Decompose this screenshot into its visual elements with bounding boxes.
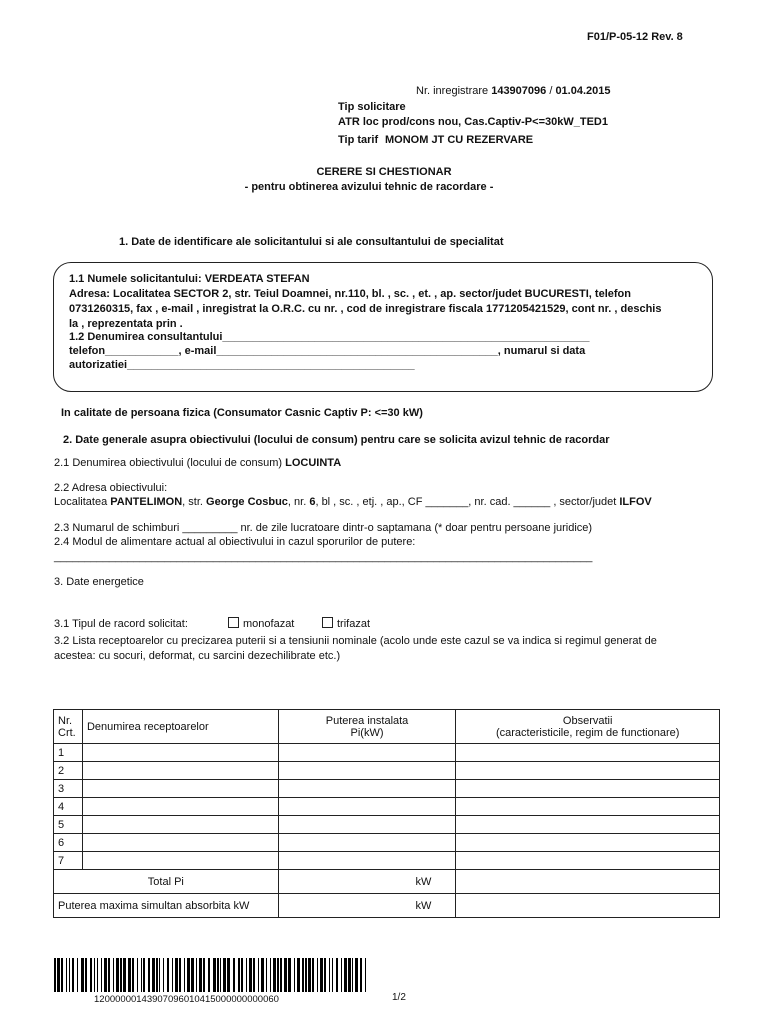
row-observatii[interactable] (456, 744, 720, 762)
barcode-bar (132, 958, 134, 992)
max-power-unit: kW (278, 894, 456, 918)
row-denumire[interactable] (82, 816, 278, 834)
barcode-bar (241, 958, 243, 992)
max-power-label: Puterea maxima simultan absorbita kW (54, 894, 279, 918)
barcode-bar (324, 958, 326, 992)
barcode-bar (294, 958, 295, 992)
barcode-bar (355, 958, 358, 992)
address-locality: PANTELIMON (110, 496, 183, 508)
total-observatii[interactable] (456, 870, 720, 894)
table-row (54, 798, 720, 816)
registration-number (416, 84, 611, 98)
barcode-bar (128, 958, 131, 992)
address-street: George Cosbuc (206, 496, 288, 508)
row-number: 7 (54, 852, 83, 870)
barcode-bar (305, 958, 307, 992)
total-unit: kW (278, 870, 456, 894)
barcode-bar (223, 958, 226, 992)
registration-label: Nr. inregistrare (416, 85, 492, 97)
shifts-line: 2.3 Numarul de schimburi _________ nr. de zile lucratoare dintr-o saptamana (* doar pentru persoane juridice) (54, 522, 593, 534)
row-observatii[interactable] (456, 852, 720, 870)
address-part: , nr. (287, 496, 310, 508)
total-row (54, 870, 720, 894)
row-number: 2 (54, 762, 83, 780)
row-number: 4 (54, 798, 83, 816)
barcode-bar (253, 958, 255, 992)
address-part: , str. (182, 496, 207, 508)
barcode-bar (175, 958, 178, 992)
row-number: 1 (54, 744, 83, 762)
supply-mode-blank: ________________________________________________________________________________________ (54, 551, 593, 563)
barcode-bar (77, 958, 78, 992)
barcode-bar (352, 958, 353, 992)
barcode-bar (227, 958, 230, 992)
page-number: 1/2 (392, 992, 406, 1003)
row-observatii[interactable] (456, 798, 720, 816)
header-putere-line1: Puterea instalata (325, 714, 409, 727)
objective-address-label: 2.2 Adresa obiectivului: (54, 482, 168, 494)
header-nr-line1: Nr. (58, 714, 73, 727)
barcode-bar (101, 958, 102, 992)
row-denumire[interactable] (82, 762, 278, 780)
row-number: 5 (54, 816, 83, 834)
barcode-bar (97, 958, 98, 992)
barcode-bar (94, 958, 95, 992)
receivers-table (53, 709, 720, 918)
barcode-bar (320, 958, 323, 992)
header-observatii-line2: (caracteristicile, regim de functionare) (495, 726, 680, 739)
barcode-bar (199, 958, 202, 992)
registration-separator: / (546, 85, 556, 97)
applicant-contact: 0731260315, fax , e-mail , inregistrat la O.R.C. cu nr. , cod de inregistrare fiscala 1771205421529, cont nr. , deschis (69, 303, 662, 315)
row-putere[interactable] (278, 798, 456, 816)
barcode-bar (152, 958, 155, 992)
tip-tarif-label: Tip tarif (338, 134, 379, 146)
barcode-bar (120, 958, 122, 992)
barcode-bar (184, 958, 185, 992)
barcode-bar (308, 958, 311, 992)
supply-mode-line: 2.4 Modul de alimentare actual al obiectivului in cazul sporurilor de putere: (54, 536, 416, 548)
barcode-bar (270, 958, 271, 992)
header-nr (54, 710, 83, 744)
header-observatii-line1: Observatii (562, 714, 613, 727)
barcode-bar (280, 958, 282, 992)
consultant-contact: telefon____________, e-mail______________________________________________, numarul si data (69, 345, 586, 357)
barcode-bar (360, 958, 362, 992)
address-number: 6 (309, 496, 316, 508)
registration-date: 01.04.2015 (555, 85, 611, 97)
objective-address (54, 495, 652, 509)
consultant-authorization: autorizatiei_______________________________________________ (69, 359, 415, 371)
barcode-bar (141, 958, 142, 992)
barcode-bar (148, 958, 150, 992)
barcode-bar (69, 958, 70, 992)
row-putere[interactable] (278, 816, 456, 834)
barcode-bar (57, 958, 60, 992)
objective-name-label: 2.1 Denumirea obiectivului (locului de consum) (54, 457, 286, 469)
barcode-bar (113, 958, 114, 992)
address-part: , bl , sc. , etj. , ap., CF _______, nr. cad. ______ , sector/judet (315, 496, 620, 508)
applicant-representative: la , reprezentata prin . (69, 318, 183, 330)
barcode-bar (54, 958, 56, 992)
barcode-bar (72, 958, 74, 992)
barcode-bar (187, 958, 190, 992)
barcode-bar (220, 958, 221, 992)
barcode-bar (172, 958, 173, 992)
header-denumire: Denumirea receptoarelor (82, 710, 278, 744)
section3-heading: 3. Date energetice (54, 576, 144, 588)
barcode-bar (273, 958, 276, 992)
row-observatii[interactable] (456, 780, 720, 798)
barcode-bar (159, 958, 160, 992)
row-observatii[interactable] (456, 762, 720, 780)
barcode-bar (246, 958, 247, 992)
header-observatii (456, 710, 720, 744)
barcode-bar (217, 958, 219, 992)
barcode-bar (336, 958, 338, 992)
barcode-bar (66, 958, 67, 992)
barcode-bar (191, 958, 194, 992)
barcode-bar (341, 958, 342, 992)
barcode-bar (85, 958, 87, 992)
row-number: 6 (54, 834, 83, 852)
row-putere[interactable] (278, 780, 456, 798)
trifazat-option[interactable] (322, 617, 370, 631)
barcode-bar (258, 958, 259, 992)
monofazat-option[interactable] (228, 617, 294, 631)
document-title: CERERE SI CHESTIONAR (316, 166, 452, 178)
row-number: 3 (54, 780, 83, 798)
tip-tarif-value: MONOM JT CU REZERVARE (385, 134, 534, 146)
row-observatii[interactable] (456, 816, 720, 834)
tip-solicitare-value: ATR loc prod/cons nou, Cas.Captiv-P<=30kW_TED1 (338, 116, 608, 128)
applicant-address: Adresa: Localitatea SECTOR 2, str. Teiul Doamnei, nr.110, bl. , sc. , et. , ap. sector/judet BUCURESTI, telefon (69, 288, 631, 300)
section2-heading: 2. Date generale asupra obiectivului (locului de consum) pentru care se solicita avizul tehnic de racordar (63, 434, 610, 446)
barcode-bar (104, 958, 107, 992)
barcode-bar (208, 958, 210, 992)
barcode-bar (284, 958, 287, 992)
applicant-quality: In calitate de persoana fizica (Consumator Casnic Captiv P: <=30 kW) (61, 407, 423, 419)
barcode (54, 958, 366, 992)
row-denumire[interactable] (82, 798, 278, 816)
barcode-bar (167, 958, 169, 992)
barcode-bar (81, 958, 84, 992)
connection-type-label: 3.1 Tipul de racord solicitat: (54, 618, 188, 630)
objective-name (54, 456, 341, 470)
barcode-bar (365, 958, 366, 992)
barcode-bar (288, 958, 291, 992)
receivers-list-line2: acestea: cu socuri, deformat, cu sarcini dezechilibrate etc.) (54, 650, 341, 662)
barcode-bar (90, 958, 92, 992)
barcode-bar (332, 958, 333, 992)
form-code: F01/P-05-12 Rev. 8 (587, 31, 683, 43)
row-observatii[interactable] (456, 834, 720, 852)
registration-value: 143907096 (491, 85, 547, 97)
row-putere[interactable] (278, 834, 456, 852)
barcode-number: 12000000143907096010415000000000060 (94, 994, 279, 1005)
row-denumire[interactable] (82, 852, 278, 870)
tip-solicitare-label: Tip solicitare (338, 101, 406, 113)
barcode-bar (312, 958, 314, 992)
barcode-bar (179, 958, 181, 992)
header-nr-line2: Crt. (58, 726, 76, 739)
document-subtitle: - pentru obtinerea avizului tehnic de racordare - (244, 181, 494, 193)
table-row (54, 762, 720, 780)
table-row (54, 816, 720, 834)
barcode-bar (137, 958, 138, 992)
barcode-bar (233, 958, 235, 992)
table-row (54, 780, 720, 798)
barcode-bar (329, 958, 330, 992)
barcode-bar (238, 958, 240, 992)
barcode-bar (302, 958, 304, 992)
barcode-bar (163, 958, 164, 992)
row-putere[interactable] (278, 744, 456, 762)
trifazat-label: trifazat (337, 618, 371, 630)
barcode-bar (249, 958, 252, 992)
row-putere[interactable] (278, 762, 456, 780)
objective-name-value: LOCUINTA (285, 457, 342, 469)
table-row (54, 852, 720, 870)
row-denumire[interactable] (82, 744, 278, 762)
barcode-bar (61, 958, 63, 992)
barcode-bar (344, 958, 347, 992)
barcode-bar (196, 958, 197, 992)
barcode-bar (348, 958, 351, 992)
table-row (54, 834, 720, 852)
row-denumire[interactable] (82, 780, 278, 798)
row-denumire[interactable] (82, 834, 278, 852)
barcode-bar (266, 958, 267, 992)
barcode-bar (317, 958, 318, 992)
barcode-bar (213, 958, 216, 992)
barcode-bar (156, 958, 158, 992)
barcode-bar (123, 958, 126, 992)
max-power-observatii[interactable] (456, 894, 720, 918)
barcode-bar (143, 958, 145, 992)
monofazat-label: monofazat (243, 618, 295, 630)
table-header-row (54, 710, 720, 744)
total-label: Total Pi (54, 870, 279, 894)
applicant-name: 1.1 Numele solicitantului: VERDEATA STEFAN (69, 273, 310, 285)
max-power-row (54, 894, 720, 918)
trifazat-checkbox[interactable] (322, 617, 333, 628)
consultant-name: 1.2 Denumirea consultantului____________________________________________________________ (69, 331, 590, 343)
barcode-bar (297, 958, 300, 992)
header-putere-line2: Pi(kW) (350, 726, 384, 739)
monofazat-checkbox[interactable] (228, 617, 239, 628)
address-part: Localitatea (54, 496, 111, 508)
barcode-bar (277, 958, 279, 992)
row-putere[interactable] (278, 852, 456, 870)
barcode-bar (261, 958, 264, 992)
section1-heading: 1. Date de identificare ale solicitantului si ale consultantului de specialitat (119, 236, 504, 248)
header-putere (278, 710, 456, 744)
barcode-bar (203, 958, 205, 992)
receivers-list-line1: 3.2 Lista receptoarelor cu precizarea puterii si a tensiunii nominale (acolo unde este cazul se va indica si regimul generat de (54, 635, 657, 647)
barcode-bar (108, 958, 110, 992)
table-row (54, 744, 720, 762)
address-county: ILFOV (619, 496, 652, 508)
barcode-bar (116, 958, 119, 992)
